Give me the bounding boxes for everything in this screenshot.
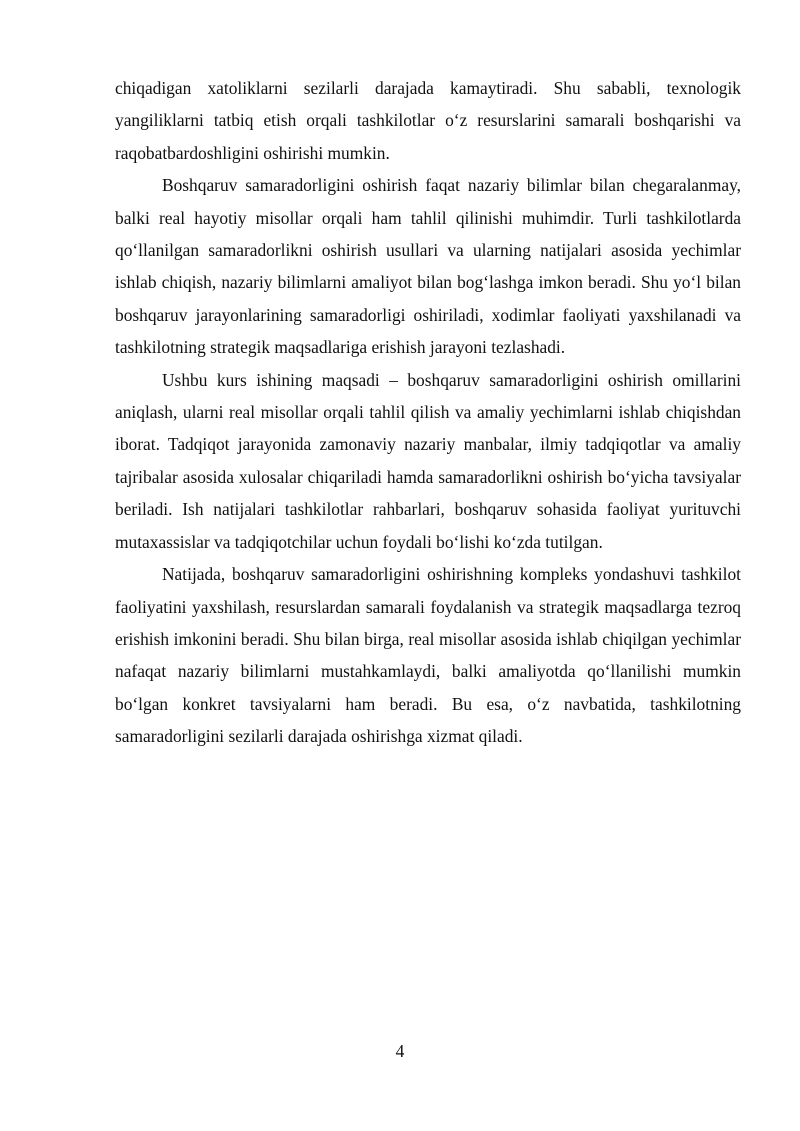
paragraph-conclusion: Natijada, boshqaruv samaradorligini oshirishning kompleks yondashuvi tashkilot faoliyatini yaxshilash, resurslardan samarali foydalanish va strategik maqsadlarga tezroq erishish imkonini beradi. Shu bilan birga, real misollar asosida ishlab chiqilgan yechimlar nafaqat nazariy bilimlarni mustahkamlaydi, balki amaliyotda qo‘llanilishi mumkin bo‘lgan konkret tavsiyalarni ham beradi. Bu esa, o‘z navbatida, tashkilotning samaradorligini sezilarli darajada oshirishga xizmat qiladi. [115, 564, 741, 747]
paragraph-course-goal: Ushbu kurs ishining maqsadi – boshqaruv samaradorligini oshirish omillarini aniqlash, ularni real misollar orqali tahlil qilish va amaliy yechimlarni ishlab chiqishdan iborat. Tadqiqot jarayonida zamonaviy nazariy manbalar, ilmiy tadqiqotlar va amaliy tajribalar asosida xulosalar chiqariladi hamda samaradorlikni oshirish bo‘yicha tavsiyalar beriladi. Ish natijalari tashkilotlar rahbarlari, boshqaruv sohasida faoliyat yurituvchi mutaxassislar va tadqiqotchilar uchun foydali bo‘lishi ko‘zda tutilgan. [115, 369, 741, 552]
paragraph-continuation: chiqadigan xatoliklarni sezilarli darajada kamaytiradi. Shu sababli, texnologik yangiliklarni tatbiq etish orqali tashkilotlar o‘z resurslarini samarali boshqarishi va raqobatbardoshligini oshirishi mumkin. [115, 78, 741, 163]
page-number: 4 [395, 1041, 405, 1061]
document-body [115, 72, 741, 753]
paragraph-management-efficiency: Boshqaruv samaradorligini oshirish faqat nazariy bilimlar bilan chegaralanmay, balki real hayotiy misollar orqali ham tahlil qilinishi muhimdir. Turli tashkilotlarda qo‘llanilgan samaradorlikni oshirish usullari va ularning natijalari asosida yechimlar ishlab chiqish, nazariy bilimlarni amaliyot bilan bog‘lashga imkon beradi. Shu yo‘l bilan boshqaruv jarayonlarining samaradorligi oshiriladi, xodimlar faoliyati yaxshilanadi va tashkilotning strategik maqsadlariga erishish jarayoni tezlashadi. [115, 175, 741, 358]
